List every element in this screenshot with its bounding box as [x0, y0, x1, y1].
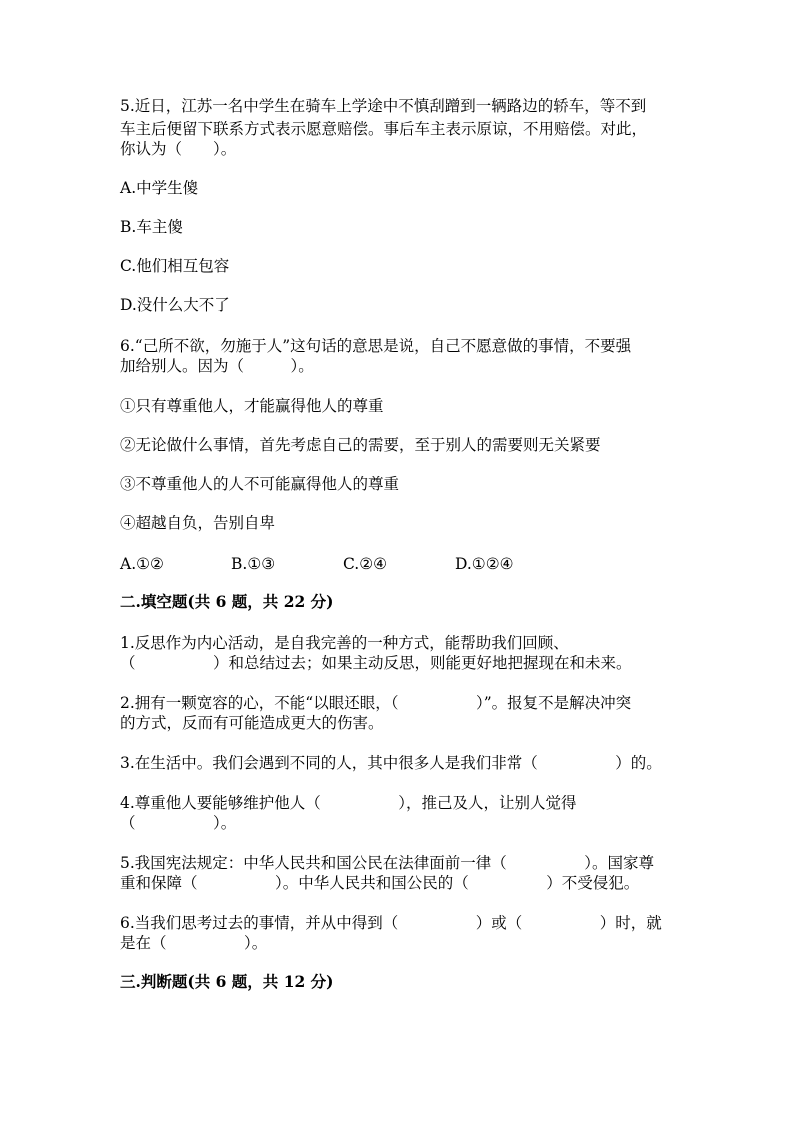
question-6-statement-2: ②无论做什么事情，首先考虑自己的需要，至于别人的需要则无关紧要: [120, 436, 601, 454]
question-6-line-2: 加给别人。因为（ ）。: [120, 357, 314, 375]
question-6-statement-4: ④超越自负，告别自卑: [120, 514, 276, 532]
fill-item-5-line-1: 5.我国宪法规定：中华人民共和国公民在法律面前一律（ ）。国家尊: [120, 854, 655, 872]
question-5-option-c: C.他们相互包容: [120, 257, 230, 275]
fill-item-1-line-2: （ ）和总结过去；如果主动反思，则能更好地把握现在和未来。: [120, 654, 632, 672]
question-6-statement-3: ③不尊重他人的人不可能赢得他人的尊重: [120, 475, 400, 493]
question-6-choice-c: C.②④: [343, 555, 388, 573]
fill-item-6-line-1: 6.当我们思考过去的事情，并从中得到（ ）或（ ）时，就: [120, 914, 662, 932]
question-6-choice-a: A.①②: [120, 555, 164, 573]
fill-item-2-line-1: 2.拥有一颗宽容的心，不能“以眼还眼，（ ）”。报复不是解决冲突: [120, 694, 632, 712]
question-6-line-1: 6.“己所不欲，勿施于人”这句话的意思是说，自己不愿意做的事情，不要强: [120, 337, 632, 355]
question-5-line-1: 5.近日，江苏一名中学生在骑车上学途中不慎刮蹭到一辆路边的轿车，等不到: [120, 97, 647, 115]
question-6-choice-d: D.①②④: [455, 555, 514, 573]
fill-item-3-line-1: 3.在生活中。我们会遇到不同的人，其中很多人是我们非常（ ）的。: [120, 754, 662, 772]
fill-item-2-line-2: 的方式，反而有可能造成更大的伤害。: [120, 714, 384, 732]
question-5-line-2: 车主后便留下联系方式表示愿意赔偿。事后车主表示原谅，不用赔偿。对此，: [120, 120, 648, 138]
fill-item-5-line-2: 重和保障（ ）。中华人民共和国公民的（ ）不受侵犯。: [120, 874, 640, 892]
question-6-choice-b: B.①③: [231, 555, 276, 573]
fill-item-4-line-1: 4.尊重他人要能够维护他人（ ），推己及人，让别人觉得: [120, 794, 577, 812]
fill-item-4-line-2: （ ）。: [120, 814, 237, 832]
section-3-title: 三.判断题(共 6 题，共 12 分): [120, 972, 334, 991]
question-6-statement-1: ①只有尊重他人，才能赢得他人的尊重: [120, 397, 384, 415]
section-2-title: 二.填空题(共 6 题，共 22 分): [120, 592, 334, 611]
question-5-option-d: D.没什么大不了: [120, 296, 230, 314]
question-5-line-3: 你认为（ ）。: [120, 140, 237, 158]
fill-item-6-line-2: 是在（ ）。: [120, 934, 268, 952]
fill-item-1-line-1: 1.反思作为内心活动，是自我完善的一种方式，能帮助我们回顾、: [120, 634, 569, 652]
question-5-option-b: B.车主傻: [120, 218, 183, 236]
question-5-option-a: A.中学生傻: [120, 179, 199, 197]
